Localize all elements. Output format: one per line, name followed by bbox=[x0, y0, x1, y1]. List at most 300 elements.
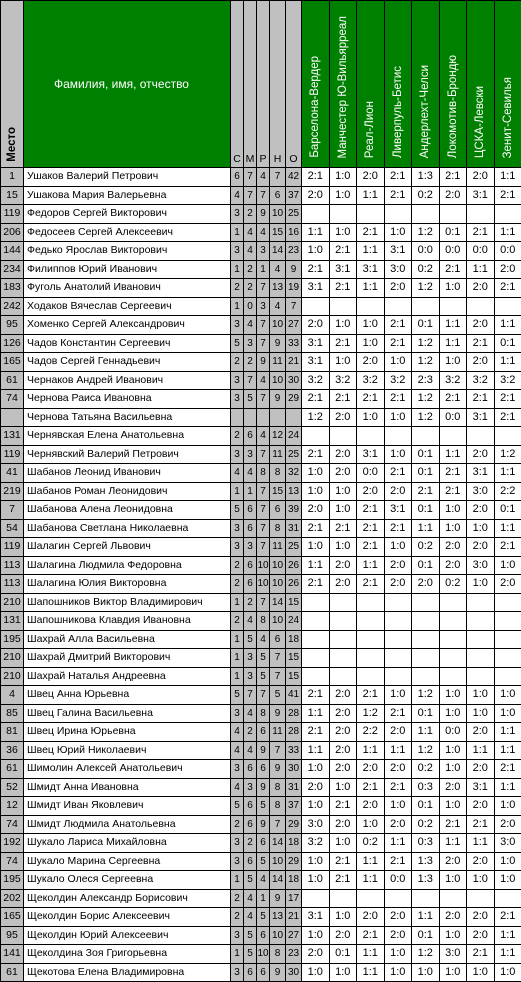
prediction-cell: 3:1 bbox=[467, 186, 495, 205]
prediction-cell: 1:1 bbox=[494, 945, 521, 964]
stat-cell: 37 bbox=[286, 797, 302, 816]
prediction-cell: 2:0 bbox=[329, 760, 357, 779]
prediction-cell: 2:0 bbox=[439, 908, 467, 927]
prediction-cell: 2:0 bbox=[357, 797, 385, 816]
prediction-cell: 2:0 bbox=[357, 908, 385, 927]
prediction-cell bbox=[467, 667, 495, 686]
name-cell: Шабанова Алена Леонидовна bbox=[24, 501, 231, 520]
prediction-cell: 3:2 bbox=[357, 371, 385, 390]
prediction-cell: 2:0 bbox=[494, 260, 521, 279]
prediction-cell: 1:0 bbox=[439, 353, 467, 372]
prediction-cell bbox=[357, 427, 385, 446]
prediction-cell: 0:1 bbox=[412, 501, 440, 520]
place-cell: 210 bbox=[1, 667, 24, 686]
name-cell: Федосеев Сергей Алексеевич bbox=[24, 223, 231, 242]
stat-cell: 8 bbox=[270, 464, 286, 483]
prediction-cell: 3:1 bbox=[329, 260, 357, 279]
stat-cell: 5 bbox=[244, 390, 257, 409]
stat-cell: 3 bbox=[244, 667, 257, 686]
stat-cell: 10 bbox=[257, 556, 270, 575]
prediction-cell: 1:0 bbox=[329, 834, 357, 853]
stat-cell: 2 bbox=[231, 815, 244, 834]
place-header: Место bbox=[1, 1, 24, 168]
prediction-cell: 1:0 bbox=[439, 926, 467, 945]
prediction-cell bbox=[329, 593, 357, 612]
prediction-cell: 2:1 bbox=[357, 390, 385, 409]
prediction-cell: 2:1 bbox=[439, 390, 467, 409]
place-cell: 4 bbox=[1, 686, 24, 705]
prediction-cell: 2:0 bbox=[357, 353, 385, 372]
stat-cell: 7 bbox=[286, 297, 302, 316]
table-row bbox=[1, 205, 521, 224]
table-row bbox=[1, 630, 521, 649]
stat-cell: 5 bbox=[257, 852, 270, 871]
prediction-cell: 1:1 bbox=[494, 723, 521, 742]
name-cell: Шахрай Дмитрий Викторович bbox=[24, 649, 231, 668]
stat-cell: 6 bbox=[270, 630, 286, 649]
stat-cell: 10 bbox=[270, 556, 286, 575]
prediction-cell: 2:1 bbox=[467, 945, 495, 964]
prediction-cell: 2:1 bbox=[329, 519, 357, 538]
place-cell: 52 bbox=[1, 778, 24, 797]
prediction-cell bbox=[467, 630, 495, 649]
stat-cell: 6 bbox=[257, 834, 270, 853]
prediction-cell: 3:1 bbox=[384, 501, 412, 520]
prediction-cell: 3:0 bbox=[467, 482, 495, 501]
prediction-cell bbox=[412, 630, 440, 649]
prediction-cell bbox=[357, 297, 385, 316]
prediction-cell bbox=[302, 205, 330, 224]
stat-cell: 4 bbox=[231, 723, 244, 742]
prediction-cell bbox=[384, 297, 412, 316]
prediction-cell: 2:1 bbox=[357, 501, 385, 520]
prediction-cell: 2:1 bbox=[439, 482, 467, 501]
name-cell: Швец Анна Юрьевна bbox=[24, 686, 231, 705]
prediction-cell: 1:3 bbox=[412, 852, 440, 871]
place-cell: 144 bbox=[1, 242, 24, 261]
stat-cell: 25 bbox=[286, 538, 302, 557]
place-cell: 36 bbox=[1, 741, 24, 760]
prediction-cell bbox=[467, 889, 495, 908]
prediction-cell: 2:0 bbox=[329, 445, 357, 464]
stat-cell: 28 bbox=[286, 704, 302, 723]
prediction-cell: 0:0 bbox=[494, 242, 521, 261]
stat-cell: 1 bbox=[231, 945, 244, 964]
prediction-cell: 1:0 bbox=[439, 760, 467, 779]
name-cell: Ушакова Мария Валерьевна bbox=[24, 186, 231, 205]
prediction-cell bbox=[384, 593, 412, 612]
table-row bbox=[1, 686, 521, 705]
stat-cell: 11 bbox=[270, 445, 286, 464]
prediction-cell bbox=[329, 612, 357, 631]
prediction-cell: 2:1 bbox=[494, 186, 521, 205]
prediction-cell: 3:1 bbox=[302, 334, 330, 353]
place-cell: 195 bbox=[1, 871, 24, 890]
prediction-cell: 2:0 bbox=[467, 316, 495, 335]
prediction-cell: 1:0 bbox=[494, 963, 521, 982]
prediction-cell: 1:0 bbox=[467, 519, 495, 538]
stat-cell: 25 bbox=[286, 445, 302, 464]
prediction-cell: 1:1 bbox=[302, 741, 330, 760]
prediction-cell: 1:1 bbox=[494, 223, 521, 242]
prediction-cell: 1:0 bbox=[302, 242, 330, 261]
prediction-cell: 1:0 bbox=[467, 963, 495, 982]
prediction-cell: 1:2 bbox=[412, 279, 440, 298]
stat-cell: 2 bbox=[231, 889, 244, 908]
stat-cell: 11 bbox=[270, 723, 286, 742]
stat-cell: 4 bbox=[231, 778, 244, 797]
stat-header-n: Н bbox=[270, 1, 286, 168]
prediction-cell: 1:1 bbox=[357, 945, 385, 964]
name-cell: Чернаков Андрей Иванович bbox=[24, 371, 231, 390]
stat-cell: 31 bbox=[286, 519, 302, 538]
prediction-cell: 1:2 bbox=[412, 945, 440, 964]
stat-header-s: С bbox=[231, 1, 244, 168]
prediction-cell bbox=[494, 427, 521, 446]
prediction-cell bbox=[439, 889, 467, 908]
header-row bbox=[1, 1, 521, 168]
match-header: Зенит-Севилья bbox=[494, 1, 521, 168]
name-cell: Чернова Раиса Ивановна bbox=[24, 390, 231, 409]
place-cell: 41 bbox=[1, 464, 24, 483]
name-cell: Шукало Лариса Михайловна bbox=[24, 834, 231, 853]
name-cell: Щеколдин Борис Алексеевич bbox=[24, 908, 231, 927]
table-row bbox=[1, 593, 521, 612]
prediction-cell: 2:0 bbox=[467, 538, 495, 557]
stat-cell: 33 bbox=[286, 334, 302, 353]
stat-cell: 7 bbox=[257, 593, 270, 612]
stat-cell: 3 bbox=[231, 445, 244, 464]
prediction-cell: 0:0 bbox=[467, 242, 495, 261]
table-row bbox=[1, 834, 521, 853]
stat-cell: 32 bbox=[286, 464, 302, 483]
stat-cell: 4 bbox=[244, 612, 257, 631]
place-cell: 113 bbox=[1, 556, 24, 575]
table-row bbox=[1, 186, 521, 205]
stat-cell: 6 bbox=[257, 963, 270, 982]
prediction-cell: 3:1 bbox=[302, 279, 330, 298]
place-cell: 210 bbox=[1, 649, 24, 668]
place-cell: 165 bbox=[1, 353, 24, 372]
prediction-cell: 2:0 bbox=[384, 556, 412, 575]
prediction-cell bbox=[329, 649, 357, 668]
stat-cell: 7 bbox=[257, 519, 270, 538]
prediction-cell: 2:0 bbox=[302, 778, 330, 797]
stat-cell: 10 bbox=[270, 371, 286, 390]
prediction-cell: 1:0 bbox=[384, 445, 412, 464]
stat-cell: 21 bbox=[286, 908, 302, 927]
prediction-cell: 1:1 bbox=[494, 778, 521, 797]
table-row bbox=[1, 852, 521, 871]
prediction-cell bbox=[384, 205, 412, 224]
prediction-cell: 1:0 bbox=[329, 186, 357, 205]
prediction-cell: 1:0 bbox=[494, 871, 521, 890]
prediction-cell: 2:1 bbox=[357, 575, 385, 594]
stat-cell: 1 bbox=[231, 223, 244, 242]
stat-cell: 6 bbox=[257, 723, 270, 742]
stat-cell bbox=[257, 408, 270, 427]
prediction-cell: 2:1 bbox=[494, 390, 521, 409]
name-cell: Чернова Татьяна Васильевна bbox=[24, 408, 231, 427]
prediction-cell: 1:0 bbox=[302, 963, 330, 982]
stat-cell: 6 bbox=[244, 556, 257, 575]
place-cell: 61 bbox=[1, 371, 24, 390]
prediction-cell: 1:1 bbox=[439, 834, 467, 853]
stat-cell: 6 bbox=[244, 760, 257, 779]
prediction-cell bbox=[357, 612, 385, 631]
prediction-cell: 1:0 bbox=[302, 464, 330, 483]
prediction-cell bbox=[357, 593, 385, 612]
prediction-cell: 1:0 bbox=[494, 686, 521, 705]
stat-cell: 3 bbox=[231, 519, 244, 538]
stat-cell: 9 bbox=[257, 778, 270, 797]
name-cell: Шмидт Иван Яковлевич bbox=[24, 797, 231, 816]
prediction-cell: 0:2 bbox=[412, 760, 440, 779]
stat-cell: 18 bbox=[286, 834, 302, 853]
stat-cell: 7 bbox=[257, 334, 270, 353]
prediction-cell bbox=[329, 667, 357, 686]
place-cell: 210 bbox=[1, 593, 24, 612]
name-cell: Швец Галина Васильевна bbox=[24, 704, 231, 723]
prediction-cell bbox=[302, 593, 330, 612]
stat-cell: 31 bbox=[286, 778, 302, 797]
prediction-cell: 2:0 bbox=[467, 353, 495, 372]
name-cell: Федько Ярослав Викторович bbox=[24, 242, 231, 261]
stat-cell: 4 bbox=[231, 186, 244, 205]
stat-cell: 14 bbox=[270, 834, 286, 853]
name-cell: Чадов Сергей Геннадьевич bbox=[24, 353, 231, 372]
prediction-cell: 1:1 bbox=[357, 279, 385, 298]
stat-cell: 27 bbox=[286, 926, 302, 945]
prediction-cell: 2:1 bbox=[494, 908, 521, 927]
stat-cell: 9 bbox=[270, 334, 286, 353]
prediction-cell: 1:0 bbox=[329, 168, 357, 187]
place-cell bbox=[1, 408, 24, 427]
prediction-cell: 1:1 bbox=[494, 926, 521, 945]
prediction-cell bbox=[412, 205, 440, 224]
prediction-cell: 2:0 bbox=[329, 556, 357, 575]
prediction-cell: 1:0 bbox=[494, 704, 521, 723]
place-cell: 1 bbox=[1, 168, 24, 187]
place-cell: 234 bbox=[1, 260, 24, 279]
prediction-cell: 1:0 bbox=[384, 223, 412, 242]
prediction-cell bbox=[494, 667, 521, 686]
prediction-cell: 1:1 bbox=[467, 260, 495, 279]
prediction-cell: 3:1 bbox=[467, 778, 495, 797]
stat-cell: 1 bbox=[231, 593, 244, 612]
prediction-cell: 2:0 bbox=[467, 279, 495, 298]
stat-cell: 3 bbox=[231, 242, 244, 261]
place-cell: 74 bbox=[1, 815, 24, 834]
prediction-cell: 2:0 bbox=[329, 704, 357, 723]
table-row bbox=[1, 723, 521, 742]
prediction-cell: 3:2 bbox=[329, 371, 357, 390]
stat-cell: 3 bbox=[231, 390, 244, 409]
prediction-cell: 0:1 bbox=[412, 704, 440, 723]
stat-header-r: Р bbox=[257, 1, 270, 168]
stat-cell: 4 bbox=[231, 741, 244, 760]
place-cell: 12 bbox=[1, 797, 24, 816]
name-cell: Чадов Константин Сергеевич bbox=[24, 334, 231, 353]
stat-cell: 4 bbox=[257, 871, 270, 890]
prediction-cell: 1:0 bbox=[329, 778, 357, 797]
stat-cell: 26 bbox=[286, 556, 302, 575]
prediction-cell: 3:1 bbox=[467, 408, 495, 427]
prediction-cell: 2:2 bbox=[494, 482, 521, 501]
prediction-cell: 0:2 bbox=[439, 575, 467, 594]
stat-cell: 2 bbox=[244, 723, 257, 742]
stat-cell: 7 bbox=[257, 445, 270, 464]
stat-cell: 23 bbox=[286, 242, 302, 261]
prediction-cell: 2:3 bbox=[412, 371, 440, 390]
prediction-cell: 2:1 bbox=[357, 778, 385, 797]
stat-cell: 30 bbox=[286, 963, 302, 982]
prediction-cell: 1:1 bbox=[467, 834, 495, 853]
prediction-cell bbox=[412, 649, 440, 668]
prediction-cell: 2:1 bbox=[467, 223, 495, 242]
stat-cell: 6 bbox=[244, 797, 257, 816]
stat-cell: 4 bbox=[257, 427, 270, 446]
stat-cell: 3 bbox=[231, 316, 244, 335]
prediction-cell: 0:1 bbox=[412, 445, 440, 464]
prediction-cell: 3:2 bbox=[467, 371, 495, 390]
prediction-cell: 1:0 bbox=[467, 575, 495, 594]
table-row bbox=[1, 260, 521, 279]
place-cell: 192 bbox=[1, 834, 24, 853]
prediction-cell: 2:1 bbox=[494, 760, 521, 779]
prediction-cell: 0:3 bbox=[412, 834, 440, 853]
prediction-cell bbox=[302, 612, 330, 631]
match-header: ЦСКА-Левски bbox=[467, 1, 495, 168]
prediction-cell bbox=[384, 889, 412, 908]
stat-cell: 6 bbox=[270, 501, 286, 520]
name-cell: Чернявская Елена Анатольевна bbox=[24, 427, 231, 446]
prediction-cell: 2:1 bbox=[302, 168, 330, 187]
prediction-cell: 1:3 bbox=[412, 168, 440, 187]
prediction-cell: 1:2 bbox=[412, 353, 440, 372]
stat-cell: 7 bbox=[257, 279, 270, 298]
prediction-cell: 1:0 bbox=[329, 223, 357, 242]
place-cell: 202 bbox=[1, 889, 24, 908]
prediction-cell: 2:1 bbox=[467, 334, 495, 353]
prediction-cell: 0:1 bbox=[439, 223, 467, 242]
prediction-cell: 1:0 bbox=[494, 852, 521, 871]
stat-cell: 3 bbox=[231, 834, 244, 853]
stat-cell: 3 bbox=[257, 242, 270, 261]
table-row bbox=[1, 297, 521, 316]
name-cell: Шапошникова Клавдия Ивановна bbox=[24, 612, 231, 631]
prediction-cell: 2:0 bbox=[412, 575, 440, 594]
prediction-cell: 1:0 bbox=[439, 519, 467, 538]
table-row bbox=[1, 667, 521, 686]
prediction-cell: 2:0 bbox=[329, 686, 357, 705]
stat-cell: 4 bbox=[257, 630, 270, 649]
place-cell: 81 bbox=[1, 723, 24, 742]
stat-cell: 15 bbox=[286, 667, 302, 686]
prediction-cell bbox=[494, 630, 521, 649]
prediction-cell: 1:1 bbox=[412, 519, 440, 538]
match-header: Барселона-Вердер bbox=[302, 1, 330, 168]
prediction-cell bbox=[439, 649, 467, 668]
prediction-cell: 2:0 bbox=[384, 760, 412, 779]
place-cell: 95 bbox=[1, 316, 24, 335]
prediction-cell: 2:0 bbox=[329, 815, 357, 834]
name-cell: Чернявский Валерий Петрович bbox=[24, 445, 231, 464]
prediction-cell: 2:1 bbox=[357, 223, 385, 242]
prediction-cell: 1:1 bbox=[494, 741, 521, 760]
prediction-cell bbox=[467, 593, 495, 612]
prediction-cell: 1:0 bbox=[467, 871, 495, 890]
prediction-cell: 2:0 bbox=[467, 852, 495, 871]
prediction-cell: 1:0 bbox=[302, 926, 330, 945]
name-cell: Щеколдин Юрий Алексеевич bbox=[24, 926, 231, 945]
prediction-cell: 3:1 bbox=[302, 908, 330, 927]
stat-cell: 2 bbox=[244, 260, 257, 279]
stat-cell: 6 bbox=[257, 760, 270, 779]
table-row bbox=[1, 945, 521, 964]
prediction-cell: 1:0 bbox=[329, 908, 357, 927]
match-header: Локомотив-Брондю bbox=[439, 1, 467, 168]
stat-cell: 2 bbox=[244, 834, 257, 853]
prediction-cell bbox=[494, 649, 521, 668]
stat-cell: 4 bbox=[244, 889, 257, 908]
table-row bbox=[1, 908, 521, 927]
prediction-cell: 1:1 bbox=[357, 556, 385, 575]
prediction-cell: 2:1 bbox=[384, 186, 412, 205]
prediction-cell: 3:1 bbox=[357, 260, 385, 279]
place-cell: 183 bbox=[1, 279, 24, 298]
stat-cell: 15 bbox=[270, 223, 286, 242]
prediction-cell: 3:0 bbox=[467, 556, 495, 575]
prediction-cell bbox=[302, 427, 330, 446]
prediction-cell: 2:0 bbox=[357, 482, 385, 501]
stat-cell: 5 bbox=[231, 797, 244, 816]
prediction-cell: 2:1 bbox=[467, 390, 495, 409]
prediction-cell: 2:1 bbox=[384, 852, 412, 871]
prediction-cell bbox=[439, 427, 467, 446]
prediction-cell: 2:1 bbox=[357, 686, 385, 705]
stat-cell: 39 bbox=[286, 501, 302, 520]
place-cell: 131 bbox=[1, 612, 24, 631]
prediction-cell: 1:0 bbox=[329, 501, 357, 520]
stat-cell: 14 bbox=[270, 242, 286, 261]
prediction-cell: 1:1 bbox=[467, 741, 495, 760]
match-header: Андерлехт-Челси bbox=[412, 1, 440, 168]
prediction-cell bbox=[384, 612, 412, 631]
stat-cell: 15 bbox=[270, 482, 286, 501]
prediction-cell: 3:2 bbox=[302, 834, 330, 853]
stat-cell: 9 bbox=[257, 353, 270, 372]
prediction-cell: 1:2 bbox=[412, 390, 440, 409]
stat-cell: 3 bbox=[244, 778, 257, 797]
prediction-cell: 2:1 bbox=[302, 390, 330, 409]
stat-cell bbox=[286, 408, 302, 427]
prediction-cell: 3:1 bbox=[302, 353, 330, 372]
place-cell: 15 bbox=[1, 186, 24, 205]
stat-cell: 9 bbox=[257, 205, 270, 224]
prediction-cell: 1:0 bbox=[384, 797, 412, 816]
stat-cell: 7 bbox=[257, 186, 270, 205]
prediction-cell: 1:0 bbox=[302, 871, 330, 890]
name-cell: Ушаков Валерий Петрович bbox=[24, 168, 231, 187]
prediction-cell: 1:0 bbox=[329, 316, 357, 335]
stat-cell: 12 bbox=[270, 427, 286, 446]
stat-cell: 5 bbox=[270, 686, 286, 705]
name-cell: Шукало Марина Сергеевна bbox=[24, 852, 231, 871]
prediction-cell: 2:0 bbox=[494, 815, 521, 834]
prediction-cell: 1:1 bbox=[357, 871, 385, 890]
prediction-cell: 2:1 bbox=[329, 852, 357, 871]
